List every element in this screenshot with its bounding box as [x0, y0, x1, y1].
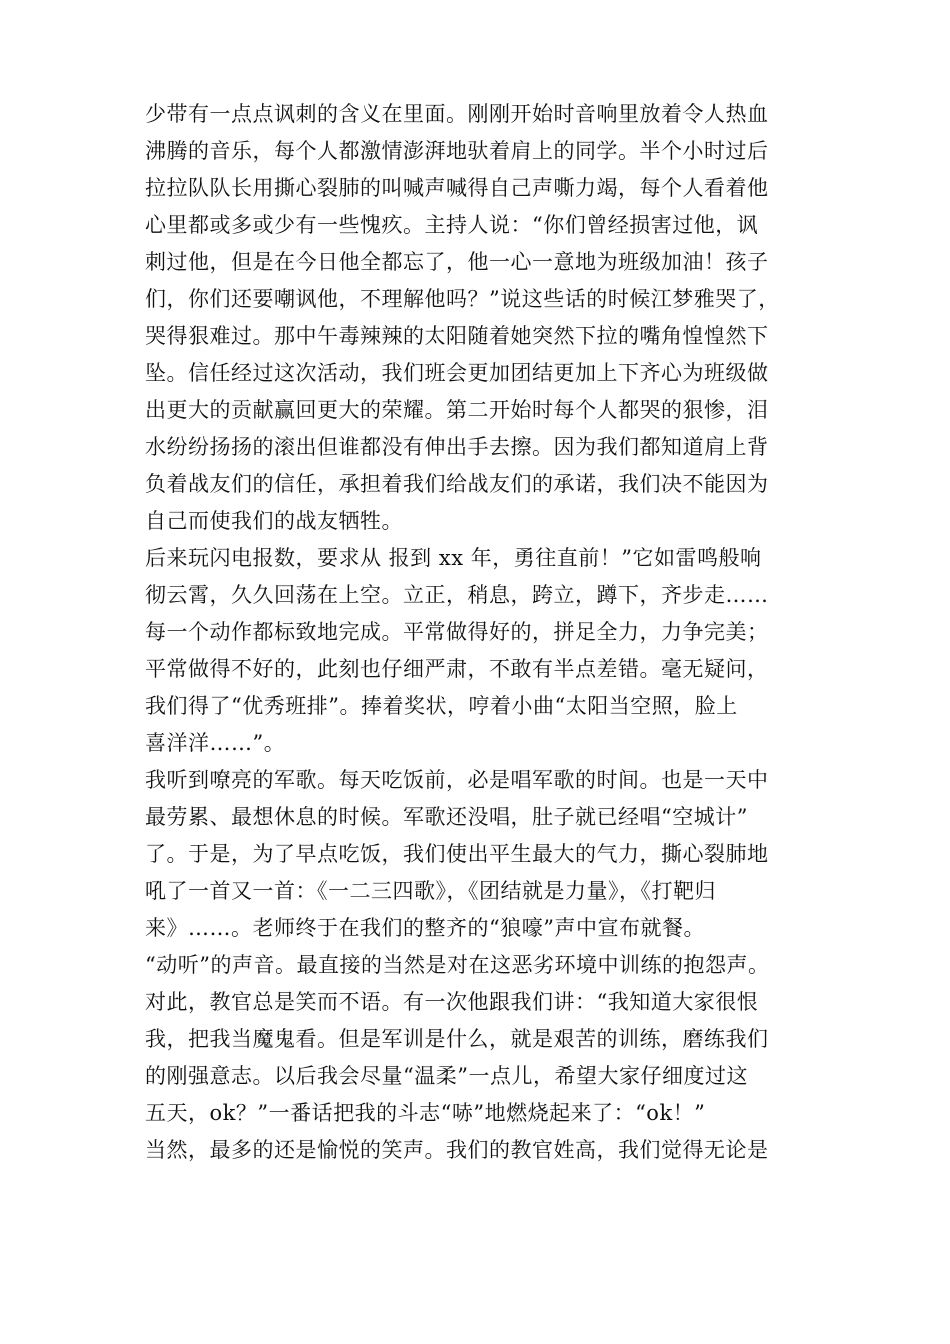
text-line: 自己而使我们的战友牺牲。 [145, 509, 403, 533]
text-line: 来》……。老师终于在我们的整齐的“狼嚎”声中宣布就餐。 [145, 916, 705, 940]
text-line: 坠。信任经过这次活动，我们班会更加团结更加上下齐心为班级做 [145, 361, 769, 385]
text-line: 最劳累、最想休息的时候。军歌还没唱，肚子就已经唱“空城计” [145, 805, 748, 829]
text-line: 彻云霄，久久回荡在上空。立正，稍息，跨立，蹲下，齐步走…… [145, 583, 769, 607]
body-text [145, 96, 815, 1169]
text-line: 当然，最多的还是愉悦的笑声。我们的教官姓高，我们觉得无论是 [145, 1138, 769, 1162]
text-line: “动听”的声音。最直接的当然是对在这恶劣环境中训练的抱怨声。 [145, 953, 770, 977]
text-line: 我听到嘹亮的军歌。每天吃饭前，必是唱军歌的时间。也是一天中 [145, 768, 769, 792]
text-line: 水纷纷扬扬的滚出但谁都没有伸出手去擦。因为我们都知道肩上背 [145, 435, 769, 459]
text-line: 负着战友们的信任，承担着我们给战友们的承诺，我们决不能因为 [145, 472, 769, 496]
text-line: 们，你们还要嘲讽他，不理解他吗？”说这些话的时候江梦雅哭了， [145, 287, 780, 311]
text-line: 沸腾的音乐，每个人都激情澎湃地驮着肩上的同学。半个小时过后 [145, 139, 769, 163]
text-line: 喜洋洋……”。 [145, 731, 286, 755]
text-line: 刺过他，但是在今日他全都忘了，他一心一意地为班级加油！孩子 [145, 250, 769, 274]
text-line: 我，把我当魔鬼看。但是军训是什么，就是艰苦的训练，磨练我们 [145, 1027, 769, 1051]
text-line: 出更大的贡献赢回更大的荣耀。第二开始时每个人都哭的狠惨，泪 [145, 398, 769, 422]
text-line: 的刚强意志。以后我会尽量“温柔”一点儿，希望大家仔细度过这 [145, 1064, 748, 1088]
text-line: 对此，教官总是笑而不语。有一次他跟我们讲：“我知道大家很恨 [145, 990, 759, 1014]
text-line: 吼了一首又一首：《一二三四歌》，《团结就是力量》，《打靶归 [145, 879, 716, 903]
text-line: 拉拉队队长用撕心裂肺的叫喊声喊得自己声嘶力竭，每个人看着他 [145, 176, 769, 200]
text-line: 五天，ok？”一番话把我的斗志“哧”地燃烧起来了：“ok！” [145, 1101, 706, 1125]
text-line: 每一个动作都标致地完成。平常做得好的，拼足全力，力争完美； [145, 620, 769, 644]
text-line: 平常做得不好的，此刻也仔细严肃，不敢有半点差错。毫无疑问， [145, 657, 769, 681]
text-line: 心里都或多或少有一些愧疚。主持人说：“你们曾经损害过他，讽 [145, 213, 759, 237]
text-line: 少带有一点点讽刺的含义在里面。刚刚开始时音响里放着令人热血 [145, 102, 769, 126]
text-line: 哭得狠难过。那中午毒辣辣的太阳随着她突然下拉的嘴角惶惶然下 [145, 324, 769, 348]
text-line: 我们得了“优秀班排”。捧着奖状，哼着小曲“太阳当空照，脸上 [145, 694, 738, 718]
text-line: 后来玩闪电报数，要求从 报到 xx 年，勇往直前！”它如雷鸣般响 [145, 546, 762, 570]
text-line: 了。于是，为了早点吃饭，我们使出平生最大的气力，撕心裂肺地 [145, 842, 769, 866]
